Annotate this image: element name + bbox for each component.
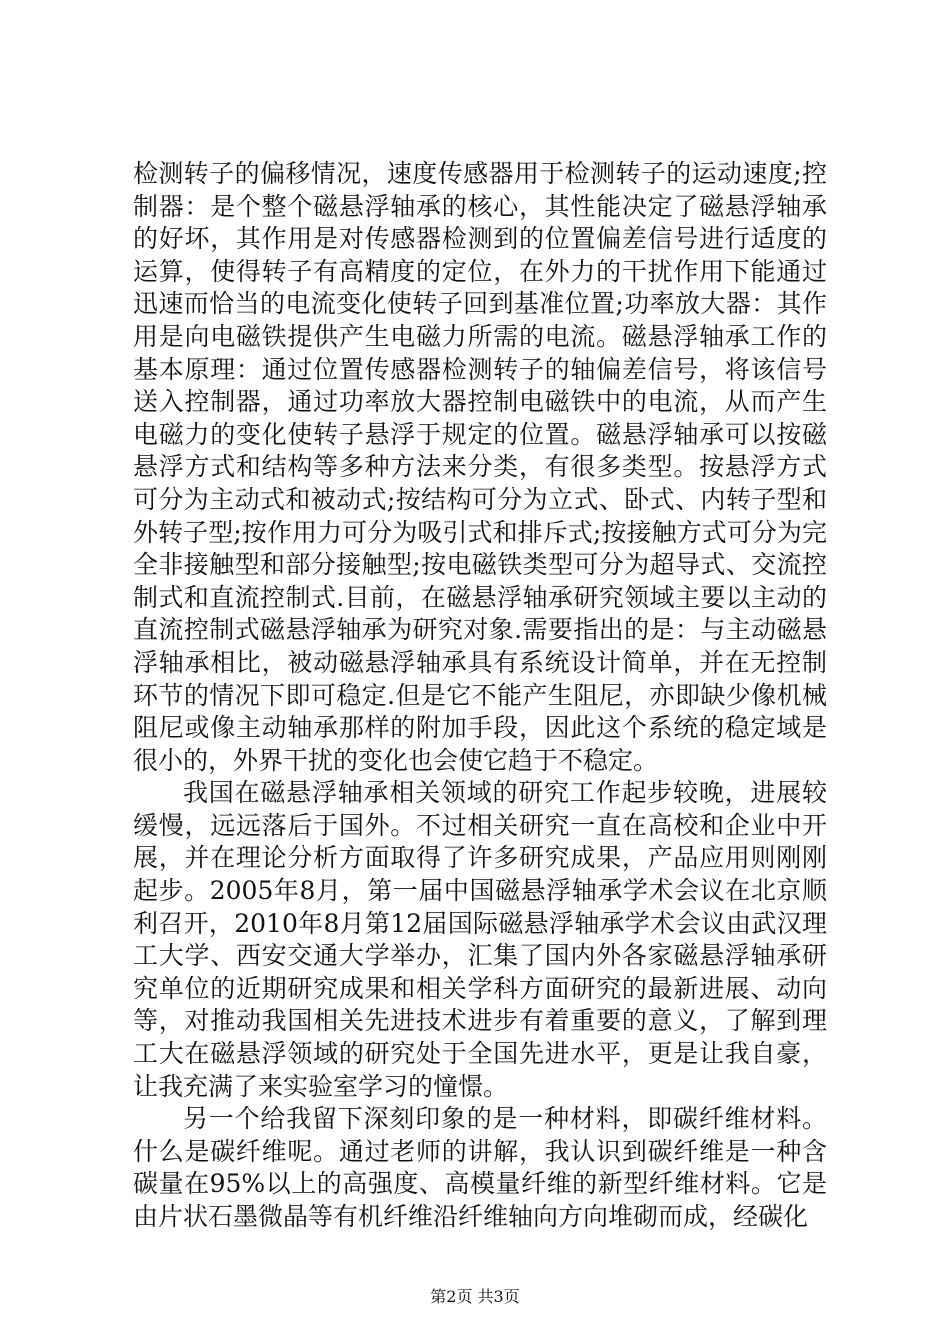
paragraph-carbon-fiber: 另一个给我留下深刻印象的是一种材料，即碳纤维材料。什么是碳纤维呢。通过老师的讲解，我认识到碳纤维是一种含碳量在95%以上的高强度、高模量纤维的新型纤维材料。它是由片状石墨微晶等有机纤维沿纤维轴向方向堆砌而成，经碳化 [133,1104,827,1231]
paragraph-domestic-research: 我国在磁悬浮轴承相关领域的研究工作起步较晚，进展较缓慢，远远落后于国外。不过相关研究一直在高校和企业中开展，并在理论分析方面取得了许多研究成果，产品应用则刚刚起步。2005年8月，第一届中国磁悬浮轴承学术会议在北京顺利召开，2010年8月第12届国际磁悬浮轴承学术会议由武汉理工大学、西安交通大学举办，汇集了国内外各家磁悬浮轴承研究单位的近期研究成果和相关学科方面研究的最新进展、动向等，对推动我国相关先进技术进步有着重要的意义，了解到理工大在磁悬浮领域的研究处于全国先进水平，更是让我自豪，让我充满了来实验室学习的憧憬。 [133,778,827,1101]
paragraph-bearing-principles: 检测转子的偏移情况，速度传感器用于检测转子的运动速度;控制器：是个整个磁悬浮轴承的核心，其性能决定了磁悬浮轴承的好坏，其作用是对传感器检测到的位置偏差信号进行适度的运算，使得转子有高精度的定位，在外力的干扰作用下能通过迅速而恰当的电流变化使转子回到基准位置;功率放大器：其作用是向电磁铁提供产生电磁力所需的电流。磁悬浮轴承工作的基本原理：通过位置传感器检测转子的轴偏差信号，将该信号送入控制器，通过功率放大器控制电磁铁中的电流，从而产生电磁力的变化使转子悬浮于规定的位置。磁悬浮轴承可以按磁悬浮方式和结构等多种方法来分类，有很多类型。按悬浮方式可分为主动式和被动式;按结构可分为立式、卧式、内转子型和外转子型;按作用力可分为吸引式和排斥式;按接触方式可分为完全非接触型和部分接触型;按电磁铁类型可分为超导式、交流控制式和直流控制式.目前，在磁悬浮轴承研究领域主要以主动的直流控制式磁悬浮轴承为研究对象.需要指出的是：与主动磁悬浮轴承相比，被动磁悬浮轴承具有系统设计简单，并在无控制环节的情况下即可稳定.但是它不能产生阻尼，亦即缺少像机械阻尼或像主动轴承那样的附加手段，因此这个系统的稳定域是很小的，外界干扰的变化也会使它趋于不稳定。 [133,159,827,775]
body-text [133,158,827,1234]
page-footer: 第2页 共3页 [430,1287,520,1306]
